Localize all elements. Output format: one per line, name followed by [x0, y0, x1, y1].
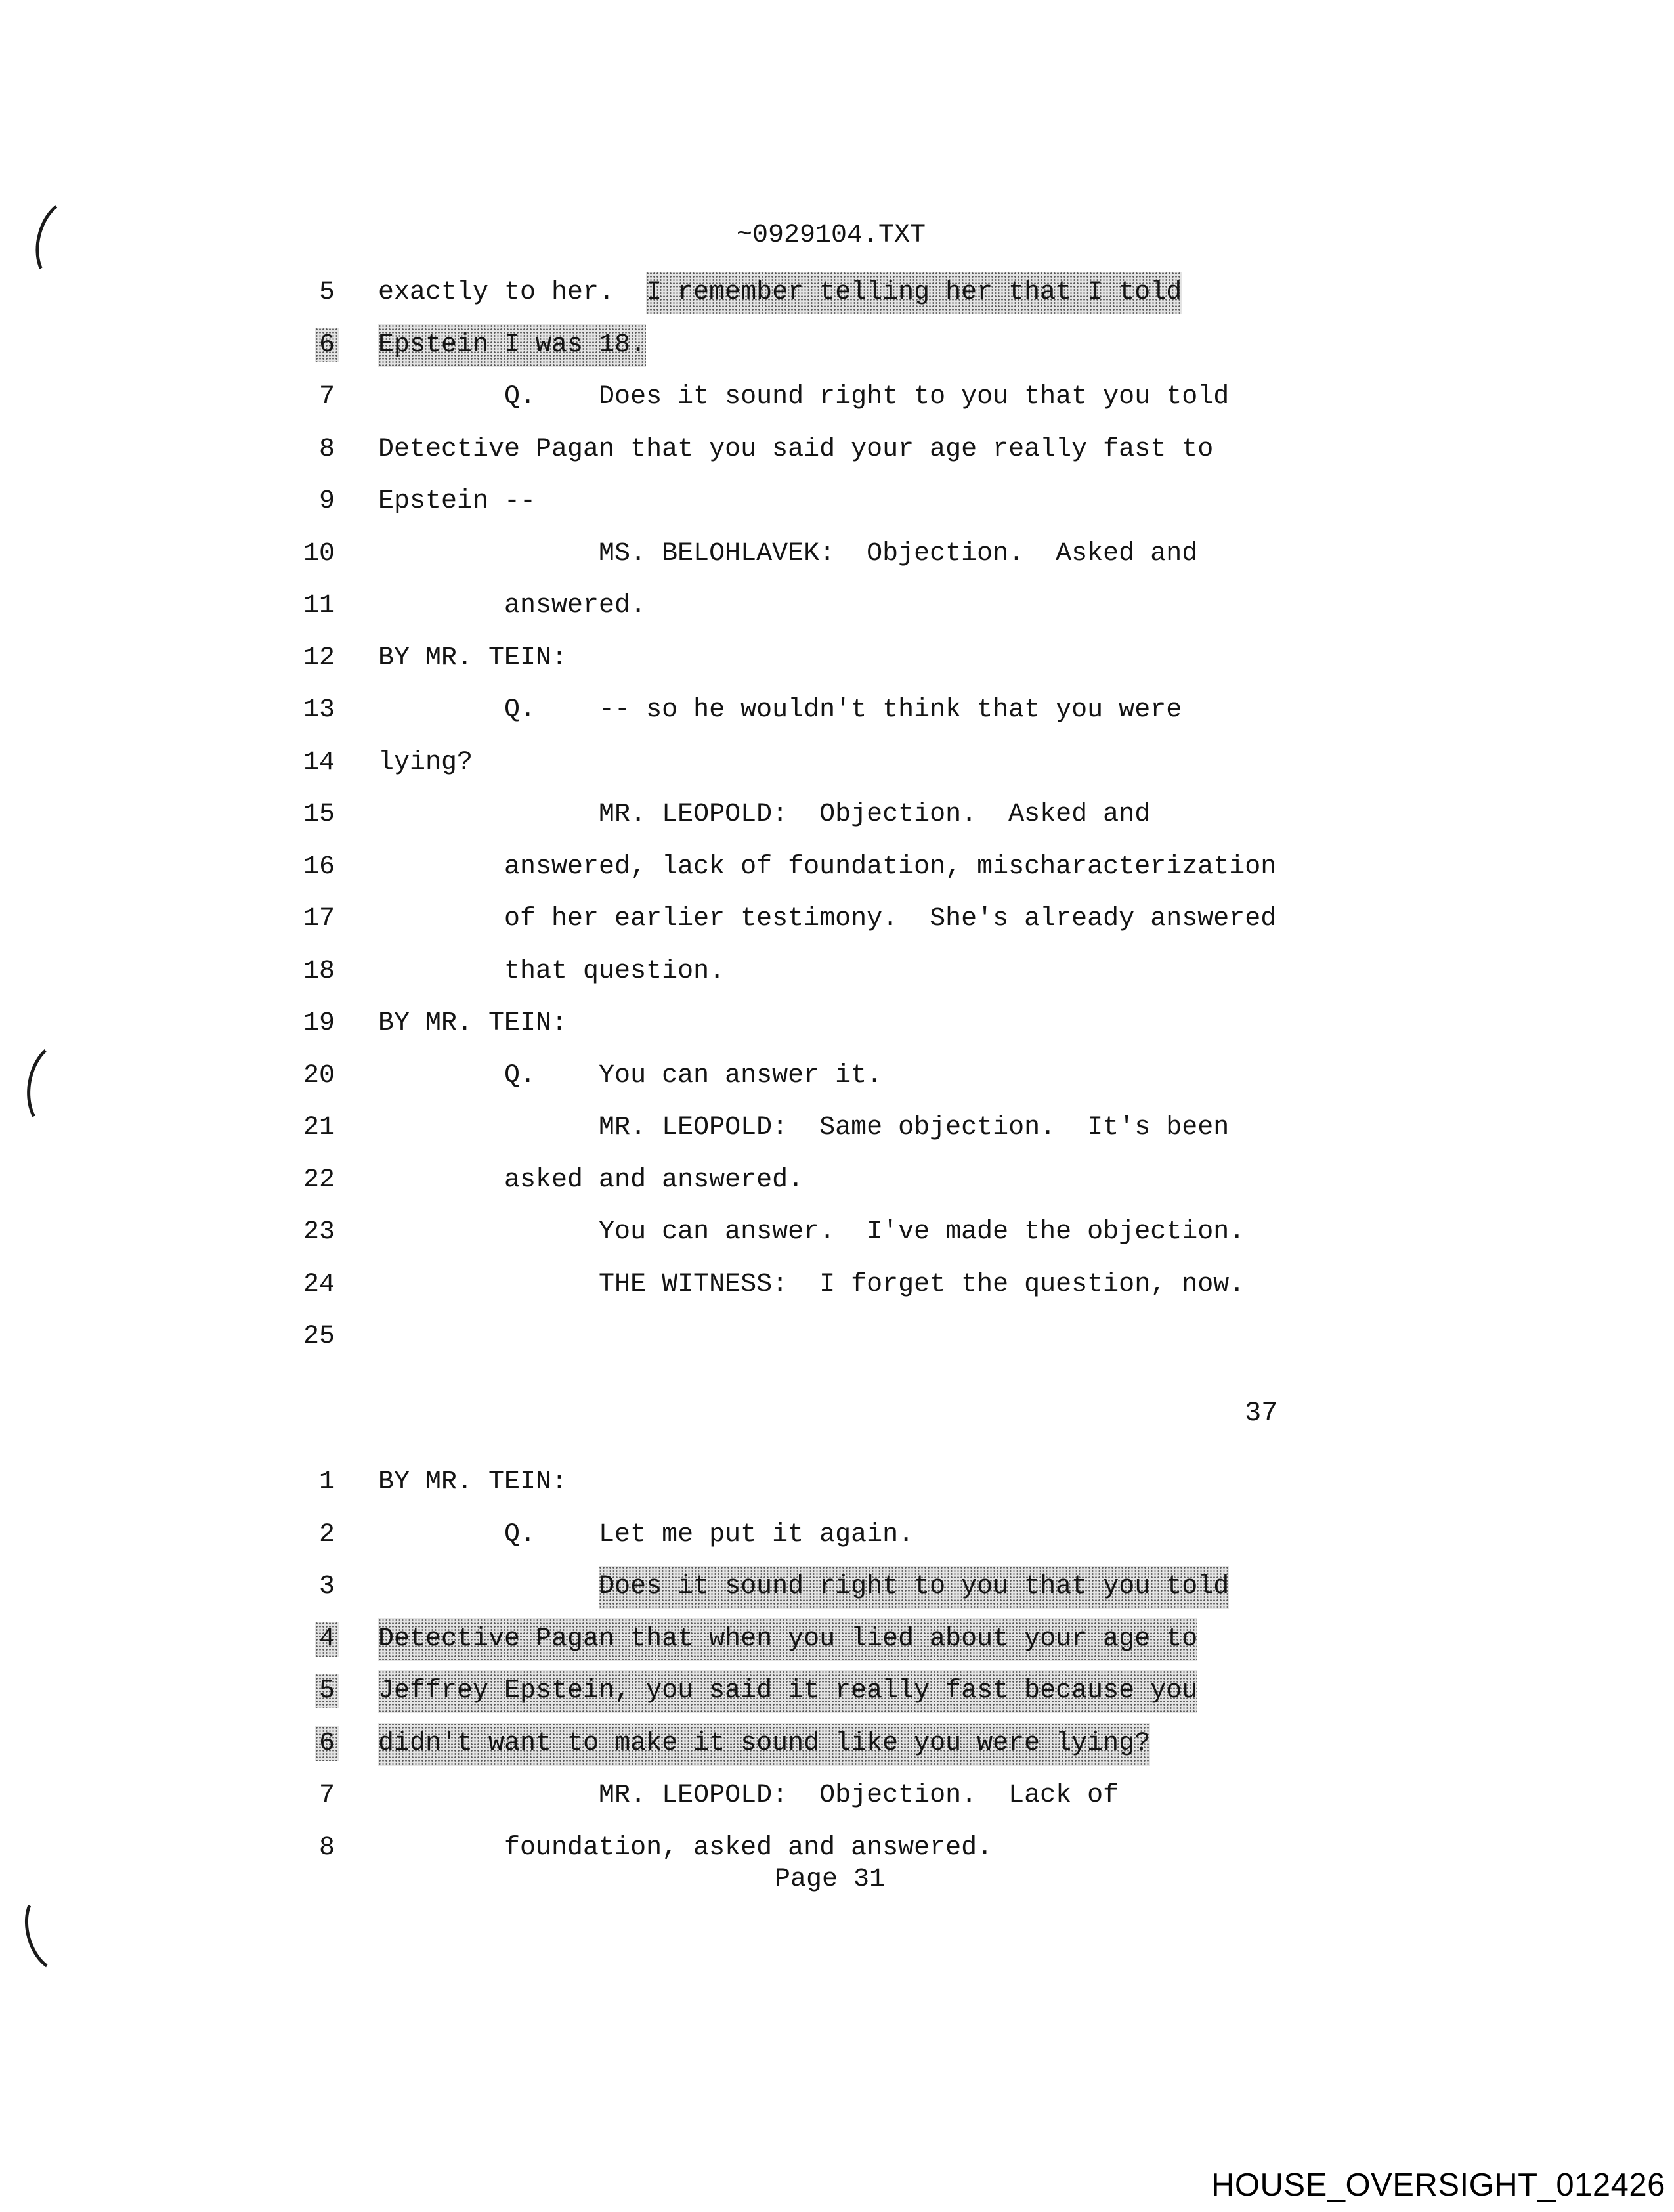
bates-stamp: HOUSE_OVERSIGHT_012426 [1211, 2167, 1665, 2203]
plain-text: Q. You can answer it. [378, 1060, 883, 1091]
line-number: 9 [318, 487, 335, 516]
line-text [378, 278, 1182, 307]
transcript-line [263, 1456, 1576, 1509]
transcript-line [263, 371, 1576, 423]
transcript-line [263, 1102, 1576, 1154]
line-number: 8 [318, 1832, 335, 1863]
plain-text: MS. BELOHLAVEK: Objection. Asked and [378, 538, 1198, 569]
line-text [378, 695, 1182, 725]
line-text [378, 748, 473, 777]
plain-text: MR. LEOPOLD: Objection. Asked and [378, 800, 1151, 829]
line-text [378, 487, 536, 516]
line-number: 15 [303, 800, 335, 829]
line-number: 6 [263, 319, 339, 372]
line-text [378, 1676, 1197, 1706]
line-number: 17 [303, 904, 335, 934]
transcript-line [263, 1050, 1576, 1102]
transcript-line [263, 580, 1576, 632]
line-text [378, 1781, 1119, 1810]
transcript-lines-page-37 [263, 1456, 1576, 1874]
line-text [378, 382, 1229, 412]
transcript-line [263, 1822, 1576, 1875]
line-number: 14 [303, 747, 335, 777]
line-number: 23 [303, 1217, 335, 1247]
line-text [378, 643, 567, 673]
transcript-line [263, 528, 1576, 580]
line-number: 7 [318, 1781, 335, 1810]
punch-hole-mark-middle [20, 1037, 96, 1137]
line-text [378, 852, 1276, 882]
transcript-line [263, 789, 1576, 841]
line-number: 5 [263, 1665, 339, 1718]
transcript-line [263, 475, 1576, 528]
plain-text: of her earlier testimony. She's already answered [378, 904, 1277, 934]
highlighted-text: Epstein I was 18. [378, 324, 646, 367]
highlighted-text: Does it sound right to you that you told [599, 1566, 1229, 1609]
transcript-line [263, 1769, 1576, 1822]
transcript-lines-page-36 [263, 267, 1576, 1363]
line-text [378, 1729, 1150, 1758]
line-text [378, 1061, 882, 1091]
line-text [378, 539, 1197, 569]
punch-hole-mark-top [27, 192, 104, 290]
transcript-line [263, 1206, 1576, 1259]
line-number: 6 [263, 1718, 339, 1770]
plain-text: Epstein -- [378, 487, 536, 516]
transcript-line [263, 1561, 1576, 1613]
transcript-line [263, 737, 1576, 789]
transcript-line [263, 1718, 1576, 1770]
transcript-line [263, 1509, 1576, 1561]
plain-text: Q. Does it sound right to you that you told [378, 382, 1230, 412]
line-number: 8 [318, 434, 335, 464]
transcript-line [263, 945, 1576, 998]
line-text [378, 435, 1213, 464]
line-number: 2 [318, 1519, 335, 1550]
line-number: 10 [303, 538, 335, 569]
line-number: 1 [318, 1467, 335, 1497]
transcript-line [263, 893, 1576, 945]
plain-text: answered, lack of foundation, mischaracterization [378, 852, 1277, 882]
transcript-line [263, 684, 1576, 737]
plain-text: Q. Let me put it again. [378, 1519, 914, 1550]
plain-text: BY MR. TEIN: [378, 1467, 568, 1497]
highlighted-text: Detective Pagan that when you lied about your age to [378, 1618, 1197, 1661]
transcript-page-number: 37 [1245, 1397, 1278, 1429]
transcript-line [263, 319, 1576, 372]
plain-text: MR. LEOPOLD: Same objection. It's been [378, 1113, 1230, 1142]
transcript-line [263, 423, 1576, 476]
line-text [378, 1833, 993, 1863]
plain-text: foundation, asked and answered. [378, 1832, 993, 1863]
transcript-line [263, 267, 1576, 319]
line-text [378, 904, 1276, 934]
line-number: 5 [318, 278, 335, 307]
line-number: 21 [303, 1113, 335, 1142]
plain-text: answered. [378, 591, 647, 620]
plain-text: BY MR. TEIN: [378, 1008, 568, 1038]
highlighted-text: didn't want to make it sound like you were lying? [378, 1723, 1150, 1766]
line-text [378, 1165, 804, 1195]
plain-text: BY MR. TEIN: [378, 643, 568, 673]
plain-text: Detective Pagan that you said your age really fast to [378, 434, 1214, 464]
highlighted-text: I remember telling her that I told [646, 272, 1182, 314]
plain-text [378, 1572, 599, 1601]
line-number: 7 [318, 382, 335, 412]
transcript-line [263, 1665, 1576, 1718]
plain-text: Q. -- so he wouldn't think that you were [378, 695, 1182, 725]
plain-text: that question. [378, 956, 725, 986]
line-text [378, 1113, 1229, 1142]
line-number: 22 [303, 1165, 335, 1195]
line-number: 4 [263, 1613, 339, 1666]
plain-text: lying? [378, 747, 473, 777]
plain-text: THE WITNESS: I forget the question, now. [378, 1269, 1245, 1299]
highlighted-text: Jeffrey Epstein, you said it really fast because you [378, 1670, 1197, 1713]
line-text [378, 800, 1150, 829]
line-text [378, 591, 646, 620]
plain-text: asked and answered. [378, 1165, 804, 1195]
document-filename-header: ~0929104.TXT [737, 221, 926, 250]
line-number: 24 [303, 1269, 335, 1299]
line-number: 11 [303, 591, 335, 620]
plain-text: MR. LEOPOLD: Objection. Lack of [378, 1781, 1119, 1810]
line-number: 19 [303, 1008, 335, 1038]
plain-text: exactly to her. [378, 278, 647, 307]
line-text [378, 1572, 1229, 1601]
line-number: 25 [303, 1322, 335, 1351]
line-text [378, 1008, 567, 1038]
transcript-line [263, 1259, 1576, 1311]
transcript-line [263, 841, 1576, 894]
transcript-line [263, 632, 1576, 685]
transcript-line [263, 997, 1576, 1050]
line-number: 13 [303, 695, 335, 725]
line-number: 16 [303, 852, 335, 882]
line-text [378, 1624, 1197, 1654]
line-number: 20 [303, 1060, 335, 1091]
transcript-line [263, 1154, 1576, 1207]
line-number: 3 [318, 1572, 335, 1601]
plain-text: You can answer. I've made the objection. [378, 1217, 1245, 1247]
transcript-line [263, 1311, 1576, 1363]
line-text [378, 330, 646, 360]
transcript-line [263, 1613, 1576, 1666]
line-text [378, 1520, 914, 1550]
line-text [378, 1467, 567, 1497]
punch-hole-mark-bottom [16, 1882, 94, 1980]
line-number: 12 [303, 643, 335, 673]
line-number: 18 [303, 956, 335, 986]
line-text [378, 957, 725, 986]
line-text [378, 1270, 1245, 1299]
footer-page-label: Page 31 [775, 1865, 886, 1894]
line-text [378, 1217, 1245, 1247]
